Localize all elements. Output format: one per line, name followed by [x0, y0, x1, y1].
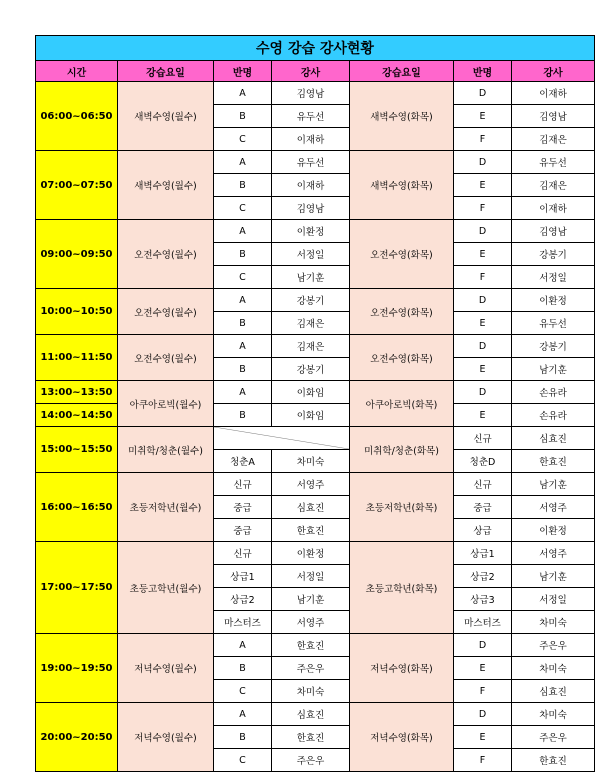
left-instructor-cell[interactable]: 김영남: [272, 82, 350, 105]
left-course-cell[interactable]: 저녁수영(월수): [118, 634, 214, 703]
left-instructor-cell[interactable]: 이화임: [272, 404, 350, 427]
left-course-cell[interactable]: 새벽수영(월수): [118, 151, 214, 220]
left-instructor-cell[interactable]: 강봉기: [272, 289, 350, 312]
sheet-title[interactable]: 수영 강습 강사현황: [36, 36, 595, 61]
left-class-cell[interactable]: 신규: [214, 542, 272, 565]
time-cell[interactable]: 15:00~15:50: [36, 427, 118, 473]
right-instructor-cell[interactable]: 이환정: [512, 289, 595, 312]
left-instructor-cell[interactable]: 유두선: [272, 151, 350, 174]
left-class-cell[interactable]: C: [214, 749, 272, 772]
left-class-cell[interactable]: 중급: [214, 496, 272, 519]
right-instructor-cell[interactable]: 이재하: [512, 197, 595, 220]
right-course-cell[interactable]: 오전수영(화목): [350, 335, 454, 381]
left-instructor-cell[interactable]: 김영남: [272, 197, 350, 220]
right-class-cell[interactable]: D: [454, 335, 512, 358]
left-instructor-cell[interactable]: 서정일: [272, 243, 350, 266]
right-class-cell[interactable]: 신규: [454, 473, 512, 496]
right-instructor-cell[interactable]: 차미숙: [512, 657, 595, 680]
right-course-cell[interactable]: 저녁수영(화목): [350, 703, 454, 772]
left-instructor-cell[interactable]: 김재은: [272, 312, 350, 335]
right-class-cell[interactable]: D: [454, 220, 512, 243]
header-row: [36, 61, 595, 82]
right-course-cell[interactable]: 저녁수영(화목): [350, 634, 454, 703]
right-course-cell[interactable]: 초등고학년(화목): [350, 542, 454, 634]
right-class-cell[interactable]: 마스터즈: [454, 611, 512, 634]
right-class-cell[interactable]: F: [454, 680, 512, 703]
right-course-cell[interactable]: 아쿠아로빅(화목): [350, 381, 454, 427]
right-instructor-cell[interactable]: 주은우: [512, 726, 595, 749]
right-instructor-cell[interactable]: 한효진: [512, 450, 595, 473]
right-instructor-cell[interactable]: 강봉기: [512, 243, 595, 266]
right-instructor-cell[interactable]: 심효진: [512, 680, 595, 703]
header-right-course[interactable]: 강습요일: [350, 61, 454, 82]
right-instructor-cell[interactable]: 손유라: [512, 404, 595, 427]
table-row: [36, 634, 595, 657]
right-instructor-cell[interactable]: 김재은: [512, 174, 595, 197]
right-instructor-cell[interactable]: 주은우: [512, 634, 595, 657]
table-row: [36, 335, 595, 358]
time-cell[interactable]: 19:00~19:50: [36, 634, 118, 703]
header-left-instructor[interactable]: 강사: [272, 61, 350, 82]
left-class-cell[interactable]: A: [214, 634, 272, 657]
header-time[interactable]: 시간: [36, 61, 118, 82]
right-class-cell[interactable]: F: [454, 197, 512, 220]
right-course-cell[interactable]: 새벽수영(화목): [350, 151, 454, 220]
table-row: [36, 381, 595, 404]
left-class-cell[interactable]: 마스터즈: [214, 611, 272, 634]
schedule-body: [36, 36, 595, 772]
left-instructor-cell[interactable]: 한효진: [272, 726, 350, 749]
left-instructor-cell[interactable]: 이재하: [272, 174, 350, 197]
left-class-cell[interactable]: 신규: [214, 473, 272, 496]
right-instructor-cell[interactable]: 차미숙: [512, 611, 595, 634]
left-instructor-cell[interactable]: 남기훈: [272, 266, 350, 289]
right-instructor-cell[interactable]: 이재하: [512, 82, 595, 105]
right-course-cell[interactable]: 오전수영(화목): [350, 289, 454, 335]
left-class-cell[interactable]: C: [214, 128, 272, 151]
right-instructor-cell[interactable]: 김재은: [512, 128, 595, 151]
left-instructor-cell[interactable]: 차미숙: [272, 450, 350, 473]
left-class-cell[interactable]: B: [214, 174, 272, 197]
time-cell[interactable]: 13:00~13:50: [36, 381, 118, 404]
right-instructor-cell[interactable]: 유두선: [512, 312, 595, 335]
right-class-cell[interactable]: 상급: [454, 519, 512, 542]
left-class-cell[interactable]: 중급: [214, 519, 272, 542]
left-instructor-cell[interactable]: 강봉기: [272, 358, 350, 381]
right-class-cell[interactable]: F: [454, 128, 512, 151]
left-instructor-cell[interactable]: 김재은: [272, 335, 350, 358]
time-cell[interactable]: 16:00~16:50: [36, 473, 118, 542]
left-class-cell[interactable]: B: [214, 404, 272, 427]
left-instructor-cell[interactable]: 서영주: [272, 611, 350, 634]
header-left-course[interactable]: 강습요일: [118, 61, 214, 82]
left-course-cell[interactable]: 오전수영(월수): [118, 289, 214, 335]
left-class-cell[interactable]: C: [214, 680, 272, 703]
left-instructor-cell[interactable]: 이환정: [272, 542, 350, 565]
right-instructor-cell[interactable]: 서정일: [512, 588, 595, 611]
right-instructor-cell[interactable]: 남기훈: [512, 565, 595, 588]
left-instructor-cell[interactable]: 차미숙: [272, 680, 350, 703]
right-instructor-cell[interactable]: 남기훈: [512, 473, 595, 496]
right-course-cell[interactable]: 오전수영(화목): [350, 220, 454, 289]
right-course-cell[interactable]: 초등저학년(화목): [350, 473, 454, 542]
header-right-instructor[interactable]: 강사: [512, 61, 595, 82]
table-row: [36, 151, 595, 174]
left-instructor-cell[interactable]: 서정일: [272, 565, 350, 588]
left-class-cell[interactable]: A: [214, 289, 272, 312]
table-row: [36, 289, 595, 312]
right-instructor-cell[interactable]: 남기훈: [512, 358, 595, 381]
right-class-cell[interactable]: E: [454, 358, 512, 381]
left-class-cell[interactable]: B: [214, 726, 272, 749]
left-instructor-cell[interactable]: 유두선: [272, 105, 350, 128]
table-row: [36, 703, 595, 726]
right-class-cell[interactable]: D: [454, 703, 512, 726]
left-instructor-cell[interactable]: 이환정: [272, 220, 350, 243]
right-class-cell[interactable]: E: [454, 174, 512, 197]
right-class-cell[interactable]: 중급: [454, 496, 512, 519]
header-right-class[interactable]: 반명: [454, 61, 512, 82]
left-instructor-cell[interactable]: 이화임: [272, 381, 350, 404]
left-class-cell[interactable]: A: [214, 220, 272, 243]
left-class-cell[interactable]: 청춘A: [214, 450, 272, 473]
table-row: [36, 542, 595, 565]
left-instructor-cell[interactable]: 한효진: [272, 634, 350, 657]
left-course-cell[interactable]: 초등고학년(월수): [118, 542, 214, 634]
right-class-cell[interactable]: D: [454, 151, 512, 174]
left-class-cell[interactable]: B: [214, 312, 272, 335]
time-cell[interactable]: 06:00~06:50: [36, 82, 118, 151]
left-instructor-cell[interactable]: 심효진: [272, 703, 350, 726]
right-instructor-cell[interactable]: 차미숙: [512, 703, 595, 726]
diagonal-line-icon: [214, 427, 349, 449]
right-class-cell[interactable]: F: [454, 266, 512, 289]
left-class-cell[interactable]: 상급2: [214, 588, 272, 611]
left-course-cell[interactable]: 초등저학년(월수): [118, 473, 214, 542]
left-class-cell[interactable]: A: [214, 335, 272, 358]
table-row: [36, 82, 595, 105]
time-cell[interactable]: 17:00~17:50: [36, 542, 118, 634]
right-class-cell[interactable]: 상급3: [454, 588, 512, 611]
left-class-cell[interactable]: B: [214, 105, 272, 128]
left-instructor-cell[interactable]: 한효진: [272, 519, 350, 542]
left-course-cell[interactable]: 오전수영(월수): [118, 220, 214, 289]
table-row: [36, 427, 595, 450]
right-instructor-cell[interactable]: 김영남: [512, 220, 595, 243]
left-class-cell[interactable]: B: [214, 657, 272, 680]
empty-cell[interactable]: [214, 427, 350, 450]
time-cell[interactable]: 10:00~10:50: [36, 289, 118, 335]
right-instructor-cell[interactable]: 이환정: [512, 519, 595, 542]
left-course-cell[interactable]: 오전수영(월수): [118, 335, 214, 381]
left-class-cell[interactable]: B: [214, 358, 272, 381]
right-class-cell[interactable]: D: [454, 381, 512, 404]
time-cell[interactable]: 14:00~14:50: [36, 404, 118, 427]
right-class-cell[interactable]: F: [454, 749, 512, 772]
right-instructor-cell[interactable]: 강봉기: [512, 335, 595, 358]
right-instructor-cell[interactable]: 심효진: [512, 427, 595, 450]
left-instructor-cell[interactable]: 이재하: [272, 128, 350, 151]
right-instructor-cell[interactable]: 서영주: [512, 542, 595, 565]
right-class-cell[interactable]: E: [454, 105, 512, 128]
right-course-cell[interactable]: 새벽수영(화목): [350, 82, 454, 151]
right-instructor-cell[interactable]: 한효진: [512, 749, 595, 772]
title-row: [36, 36, 595, 61]
left-class-cell[interactable]: C: [214, 266, 272, 289]
table-row: [36, 473, 595, 496]
right-class-cell[interactable]: D: [454, 289, 512, 312]
left-instructor-cell[interactable]: 서영주: [272, 473, 350, 496]
right-instructor-cell[interactable]: 손유라: [512, 381, 595, 404]
right-class-cell[interactable]: E: [454, 312, 512, 335]
schedule-table: [35, 35, 595, 772]
left-instructor-cell[interactable]: 심효진: [272, 496, 350, 519]
right-class-cell[interactable]: E: [454, 726, 512, 749]
left-class-cell[interactable]: A: [214, 703, 272, 726]
left-class-cell[interactable]: A: [214, 381, 272, 404]
time-cell[interactable]: 09:00~09:50: [36, 220, 118, 289]
left-class-cell[interactable]: A: [214, 82, 272, 105]
right-instructor-cell[interactable]: 서정일: [512, 266, 595, 289]
right-instructor-cell[interactable]: 서영주: [512, 496, 595, 519]
right-class-cell[interactable]: E: [454, 404, 512, 427]
left-course-cell[interactable]: 미취학/청춘(월수): [118, 427, 214, 473]
left-class-cell[interactable]: B: [214, 243, 272, 266]
right-class-cell[interactable]: D: [454, 82, 512, 105]
right-class-cell[interactable]: 상급1: [454, 542, 512, 565]
left-course-cell[interactable]: 아쿠아로빅(월수): [118, 381, 214, 427]
time-cell[interactable]: 11:00~11:50: [36, 335, 118, 381]
left-class-cell[interactable]: 상급1: [214, 565, 272, 588]
left-instructor-cell[interactable]: 주은우: [272, 749, 350, 772]
table-row: [36, 220, 595, 243]
time-cell[interactable]: 07:00~07:50: [36, 151, 118, 220]
right-instructor-cell[interactable]: 김영남: [512, 105, 595, 128]
right-class-cell[interactable]: D: [454, 634, 512, 657]
right-class-cell[interactable]: 청춘D: [454, 450, 512, 473]
left-course-cell[interactable]: 저녁수영(월수): [118, 703, 214, 772]
time-cell[interactable]: 20:00~20:50: [36, 703, 118, 772]
left-class-cell[interactable]: A: [214, 151, 272, 174]
right-class-cell[interactable]: 신규: [454, 427, 512, 450]
right-class-cell[interactable]: E: [454, 243, 512, 266]
left-course-cell[interactable]: 새벽수영(월수): [118, 82, 214, 151]
right-course-cell[interactable]: 미취학/청춘(화목): [350, 427, 454, 473]
right-instructor-cell[interactable]: 유두선: [512, 151, 595, 174]
header-left-class[interactable]: 반명: [214, 61, 272, 82]
right-class-cell[interactable]: 상급2: [454, 565, 512, 588]
left-instructor-cell[interactable]: 남기훈: [272, 588, 350, 611]
right-class-cell[interactable]: E: [454, 657, 512, 680]
left-class-cell[interactable]: C: [214, 197, 272, 220]
left-instructor-cell[interactable]: 주은우: [272, 657, 350, 680]
